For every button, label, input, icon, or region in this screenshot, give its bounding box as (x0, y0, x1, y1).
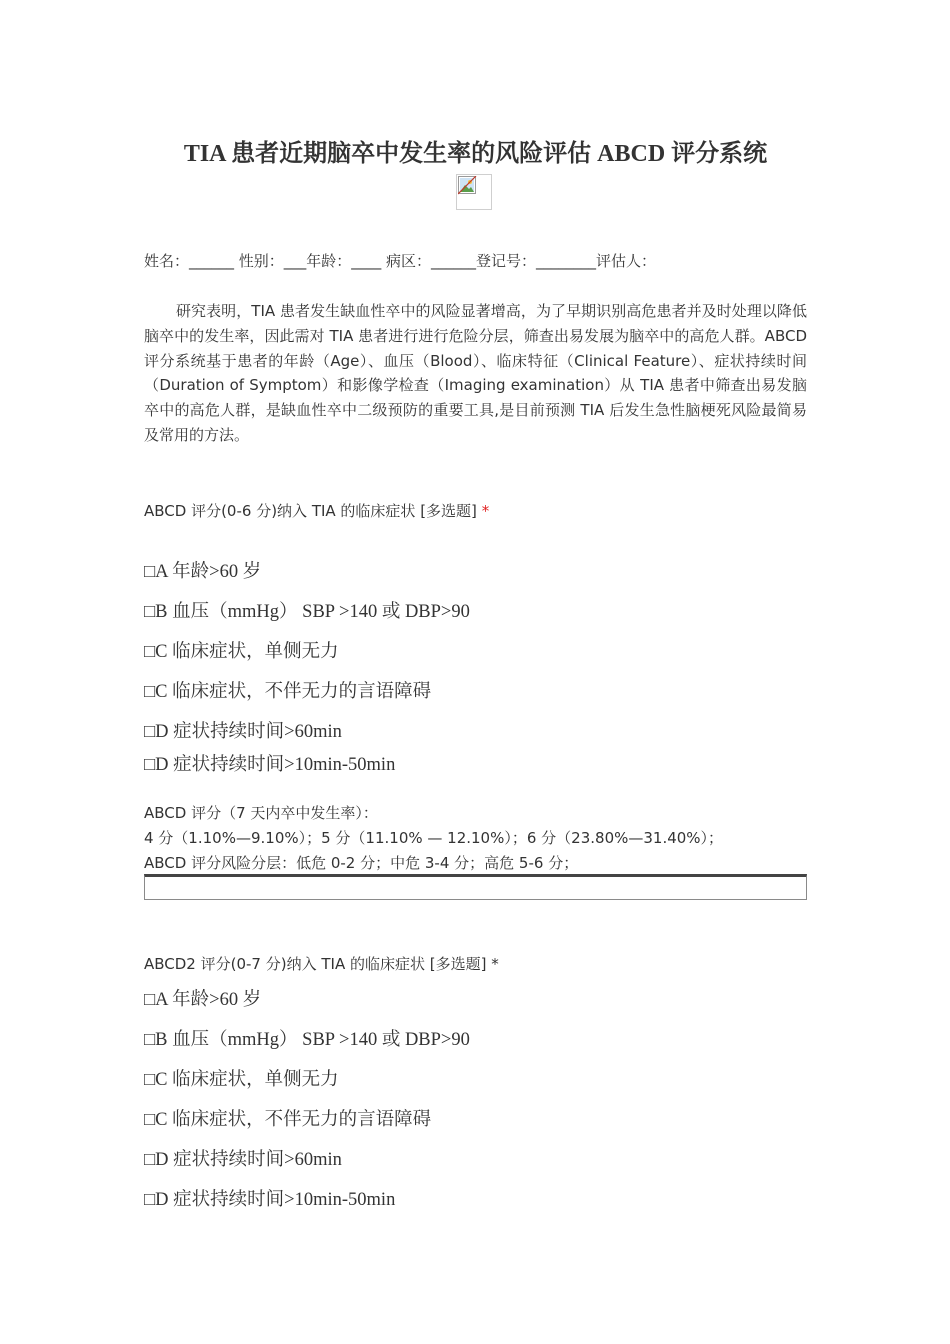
q1-option-a-age[interactable]: □A 年龄>60 岁 (144, 562, 262, 582)
q1-option-c-speech-disturbance[interactable]: □C 临床症状，不伴无力的言语障碍 (144, 682, 432, 702)
q2-option-b-blood-pressure[interactable]: □B 血压（mmHg） SBP >140 或 DBP>90 (144, 1030, 470, 1050)
q1-option-d-duration-10-50[interactable]: □D 症状持续时间>10min-50min (144, 755, 396, 775)
score-answer-box[interactable] (144, 874, 807, 900)
intro-paragraph: 研究表明，TIA 患者发生缺血性卒中的风险显著增高，为了早期识别高危患者并及时处理以降低脑卒中的发生率，因此需对 TIA 患者进行进行危险分层，筛查出易发展为脑卒中的高危人群。ABCD 评分系统基于患者的年龄（Age）、血压（Blood）、临床特征（Clinical Feature）、症状持续时间（Duration of Symptom）和影像学检查（Imaging examination）从 TIA 患者中筛查出易发脑卒中的高危人群，是缺血性卒中二级预防的重要工具,是目前预测 TIA 后发生急性脑梗死风险最简易及常用的方法。 (144, 302, 807, 444)
q2-required-mark: * (491, 955, 499, 973)
q2-label (144, 953, 499, 974)
q1-label-text: ABCD 评分(0-6 分)纳入 TIA 的临床症状 [多选题] (144, 502, 477, 520)
patient-info-line: 姓名：______ 性别：___年龄：____ 病区：______登记号：________评估人： (144, 252, 657, 270)
q2-option-c-speech-disturbance[interactable]: □C 临床症状，不伴无力的言语障碍 (144, 1110, 432, 1130)
broken-image-icon (456, 174, 492, 210)
q2-option-d-duration-10-50[interactable]: □D 症状持续时间>10min-50min (144, 1190, 396, 1210)
score-line-2: 4 分（1.10%—9.10%）；5 分（11.10% — 12.10%）；6 分（23.80%—31.40%）； (144, 829, 724, 847)
q1-required-mark: * (481, 502, 490, 520)
score-line-1: ABCD 评分（7 天内卒中发生率）： (144, 804, 378, 822)
q1-option-b-blood-pressure[interactable]: □B 血压（mmHg） SBP >140 或 DBP>90 (144, 602, 470, 622)
q2-label-text: ABCD2 评分(0-7 分)纳入 TIA 的临床症状 [多选题] (144, 955, 487, 973)
q2-option-a-age[interactable]: □A 年龄>60 岁 (144, 990, 262, 1010)
q1-option-c-unilateral-weakness[interactable]: □C 临床症状，单侧无力 (144, 642, 339, 662)
score-line-3: ABCD 评分风险分层：低危 0-2 分；中危 3-4 分；高危 5-6 分； (144, 854, 579, 872)
page-title: TIA 患者近期脑卒中发生率的风险评估 ABCD 评分系统 (183, 141, 768, 167)
q2-option-c-unilateral-weakness[interactable]: □C 临床症状，单侧无力 (144, 1070, 339, 1090)
q1-label (144, 500, 489, 521)
q2-option-d-duration-60[interactable]: □D 症状持续时间>60min (144, 1150, 342, 1170)
q1-option-d-duration-60[interactable]: □D 症状持续时间>60min (144, 722, 342, 742)
